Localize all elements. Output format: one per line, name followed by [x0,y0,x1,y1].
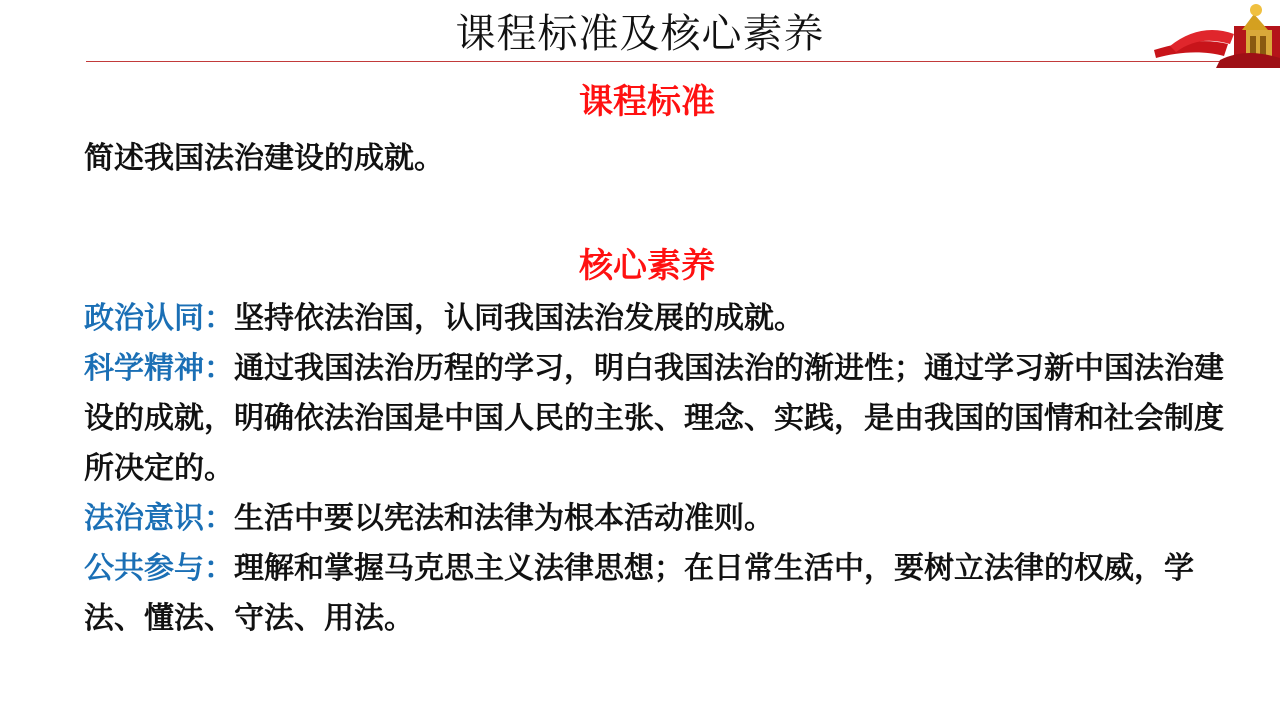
literacy-label: 公共参与 [84,551,204,586]
literacy-separator: ： [204,501,234,536]
core-literacy-list [84,294,1234,644]
literacy-text: 通过我国法治历程的学习，明白我国法治的渐进性；通过学习新中国法治建设的成就，明确依法治国是中国人民的主张、理念、实践，是由我国的国情和社会制度所决定的。 [84,351,1224,486]
title-divider [86,61,1272,62]
literacy-text: 生活中要以宪法和法律为根本活动准则。 [234,501,774,536]
core-literacy-heading: 核心素养 [579,246,715,286]
literacy-separator: ： [204,351,234,386]
literacy-separator: ： [204,551,234,586]
literacy-label: 科学精神 [84,351,204,386]
course-standard-text: 简述我国法治建设的成就。 [84,141,444,176]
literacy-item-scientific-spirit [84,344,1234,494]
literacy-text: 坚持依法治国，认同我国法治发展的成就。 [234,301,804,336]
literacy-item-rule-of-law-awareness [84,494,1234,544]
literacy-item-public-participation [84,544,1234,644]
slide-title: 课程标准及核心素养 [455,11,825,57]
literacy-text: 理解和掌握马克思主义法律思想；在日常生活中，要树立法律的权威，学法、懂法、守法、用法。 [84,551,1194,636]
literacy-separator: ： [204,301,234,336]
red-ribbon-emblem-icon [1150,0,1280,68]
course-standard-heading: 课程标准 [579,82,715,122]
literacy-item-political-identity [84,294,1234,344]
literacy-label: 法治意识 [84,501,204,536]
literacy-label: 政治认同 [84,301,204,336]
